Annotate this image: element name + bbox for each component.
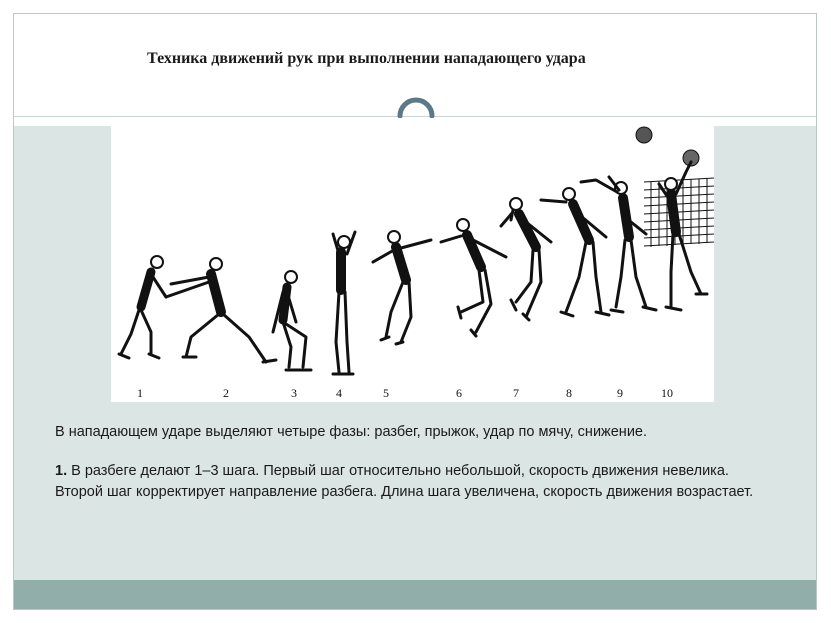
point-text: В разбеге делают 1–3 шага. Первый шаг относительно небольшой, скорость движения невелика. Второй шаг корректирует направление разбега. Длина шага увеличена, скорость движения возрастает. xyxy=(55,463,754,500)
phase-label: 3 xyxy=(291,386,297,400)
footer-bar xyxy=(14,580,816,609)
phase-label: 4 xyxy=(336,386,342,400)
phase-label: 2 xyxy=(223,386,229,400)
phase-label: 7 xyxy=(513,386,519,400)
slide-body xyxy=(55,422,775,503)
phase-label: 8 xyxy=(566,386,572,400)
point-paragraph xyxy=(55,461,775,503)
ball-icon xyxy=(636,127,652,143)
slide-title: Техника движений рук при выполнении нападающего удара xyxy=(147,50,586,67)
phase-label: 6 xyxy=(456,386,462,400)
phase-label: 1 xyxy=(137,386,143,400)
slide xyxy=(13,13,817,610)
phase-label: 9 xyxy=(617,386,623,400)
loading-spinner-icon xyxy=(396,94,436,118)
attack-sequence-illustration xyxy=(111,122,714,402)
intro-paragraph: В нападающем ударе выделяют четыре фазы: разбег, прыжок, удар по мячу, снижение. xyxy=(55,424,648,440)
point-number: 1. xyxy=(55,463,68,479)
phase-label: 10 xyxy=(661,386,673,400)
phase-label: 5 xyxy=(383,386,389,400)
